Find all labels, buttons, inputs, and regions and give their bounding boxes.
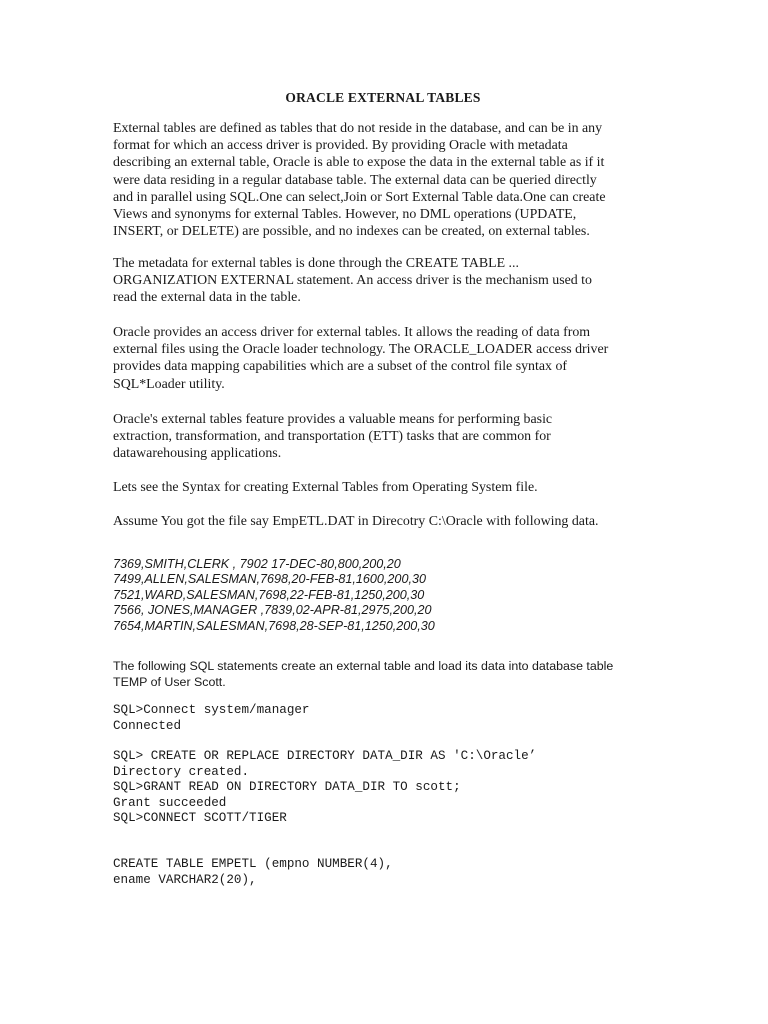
paragraph-line: datawarehousing applications. — [113, 446, 282, 462]
paragraph-line: external files using the Oracle loader technology. The ORACLE_LOADER access driver — [113, 342, 609, 358]
paragraph-assume — [113, 513, 653, 530]
code-line: Directory created. — [113, 764, 250, 779]
paragraph-syntax — [113, 479, 653, 496]
paragraph-line: format for which an access driver is provided. By providing Oracle with metadata — [113, 138, 568, 154]
paragraph-line: read the external data in the table. — [113, 290, 301, 306]
code-line: SQL>CONNECT SCOTT/TIGER — [113, 811, 287, 826]
code-line: SQL>Connect system/manager — [113, 703, 310, 717]
paragraph-intro — [113, 120, 653, 240]
code-block-connect — [113, 703, 673, 734]
paragraph-line: INSERT, or DELETE) are possible, and no indexes can be created, on external tables. — [113, 224, 590, 240]
code-block-directory — [113, 749, 673, 827]
paragraph-line: Views and synonyms for external Tables. However, no DML operations (UPDATE, — [113, 207, 577, 223]
document-title: ORACLE EXTERNAL TABLES — [285, 90, 481, 105]
paragraph-line: Oracle's external tables feature provides a valuable means for performing basic — [113, 412, 553, 427]
paragraph-line: were data residing in a regular database table. The external data can be queried directly — [113, 172, 597, 188]
code-line: SQL>GRANT READ ON DIRECTORY DATA_DIR TO scott; — [113, 780, 461, 795]
code-line: ename VARCHAR2(20), — [113, 872, 257, 887]
data-row: 7566, JONES,MANAGER ,7839,02-APR-81,2975,200,20 — [113, 603, 432, 618]
paragraph-line: and in parallel using SQL.One can select,Join or Sort External Table data.One can create — [113, 189, 606, 205]
data-row: 7654,MARTIN,SALESMAN,7698,28-SEP-81,1250,200,30 — [113, 618, 435, 633]
paragraph-line: The following SQL statements create an external table and load its data into database table — [113, 659, 614, 673]
paragraph-line: ORGANIZATION EXTERNAL statement. An access driver is the mechanism used to — [113, 273, 592, 289]
paragraph-line: provides data mapping capabilities which are a subset of the control file syntax of — [113, 359, 568, 375]
paragraph-access-driver — [113, 324, 653, 393]
data-row: 7499,ALLEN,SALESMAN,7698,20-FEB-81,1600,200,30 — [113, 572, 426, 587]
paragraph-line: The metadata for external tables is done through the CREATE TABLE ... — [113, 256, 519, 271]
paragraph-sql-intro — [113, 659, 653, 690]
paragraph-metadata — [113, 255, 653, 307]
paragraph-line: SQL*Loader utility. — [113, 376, 225, 392]
code-line: Connected — [113, 718, 182, 733]
paragraph-line: TEMP of User Scott. — [113, 674, 226, 689]
code-line: SQL> CREATE OR REPLACE DIRECTORY DATA_DIR AS 'C:\Oracle’ — [113, 749, 537, 763]
paragraph-line: External tables are defined as tables that do not reside in the database, and can be in any — [113, 121, 603, 136]
paragraph-line: Assume You got the file say EmpETL.DAT in Direcotry C:\Oracle with following data. — [113, 514, 599, 529]
paragraph-line: Lets see the Syntax for creating External Tables from Operating System file. — [113, 480, 538, 495]
data-row: 7369,SMITH,CLERK , 7902 17-DEC-80,800,200,20 — [113, 557, 401, 571]
paragraph-ett — [113, 411, 653, 463]
sample-data-block — [113, 557, 653, 634]
paragraph-line: extraction, transformation, and transportation (ETT) tasks that are common for — [113, 429, 551, 445]
code-line: Grant succeeded — [113, 795, 227, 810]
data-row: 7521,WARD,SALESMAN,7698,22-FEB-81,1250,200,30 — [113, 587, 425, 602]
code-line: CREATE TABLE EMPETL (empno NUMBER(4), — [113, 857, 393, 871]
paragraph-line: describing an external table, Oracle is able to expose the data in the external table as if it — [113, 155, 605, 171]
code-block-create-table — [113, 857, 673, 888]
paragraph-line: Oracle provides an access driver for external tables. It allows the reading of data from — [113, 325, 591, 340]
